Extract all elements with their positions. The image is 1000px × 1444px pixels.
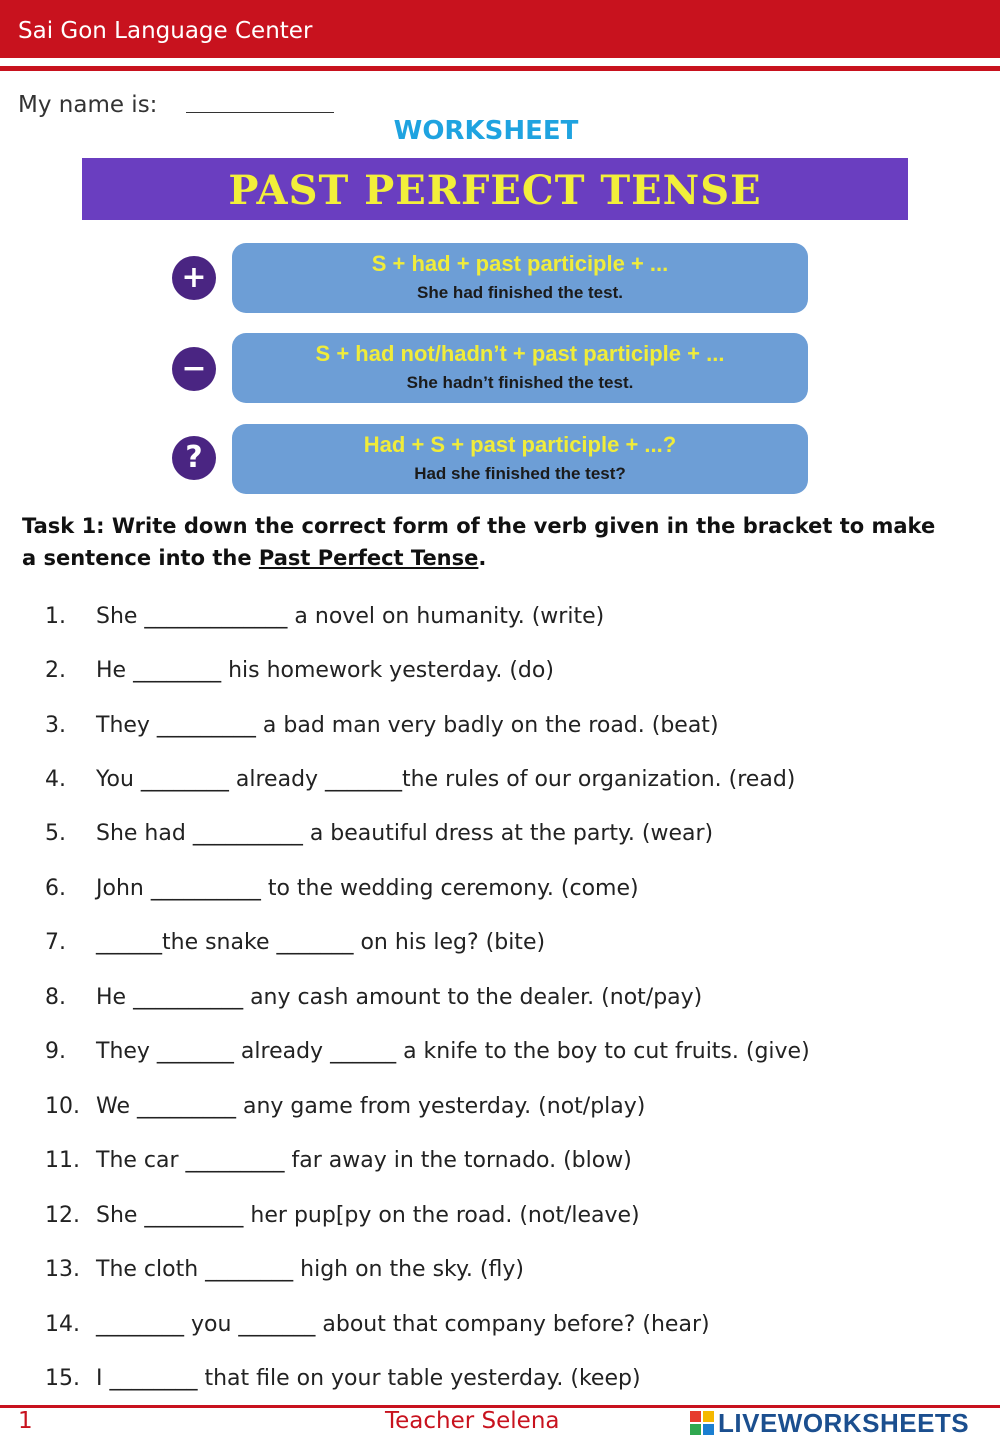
question-text: ______the snake _______ on his leg? (bite): [96, 930, 546, 955]
example-text: Had she finished the test?: [414, 464, 626, 483]
question-number: 4.: [45, 767, 66, 792]
formula-text: Had + S + past participle + ...?: [363, 432, 677, 457]
banner-title: PAST PERFECT TENSE: [228, 167, 762, 214]
question-text: He ________ his homework yesterday. (do): [96, 658, 554, 683]
question-text: You ________ already _______the rules of our organization. (read): [96, 767, 796, 792]
example-text: She hadn’t finished the test.: [406, 373, 634, 392]
task-underlined: Past Perfect Tense: [258, 546, 479, 570]
question-text: They _________ a bad man very badly on the road. (beat): [96, 713, 719, 738]
name-label: My name is:: [18, 92, 158, 118]
example-text: She had finished the test.: [417, 283, 623, 302]
question-text: I ________ that file on your table yesterday. (keep): [96, 1366, 641, 1391]
negative-formula: [232, 333, 808, 403]
question-formula: [232, 424, 808, 494]
affirmative-formula: [232, 243, 808, 313]
header-divider: [0, 66, 1000, 71]
name-blank[interactable]: [186, 112, 334, 113]
question-number: 6.: [45, 876, 66, 901]
question-number: 2.: [45, 658, 66, 683]
question-text: She had __________ a beautiful dress at the party. (wear): [96, 821, 714, 846]
task-text: Task 1: Write down the correct form of the verb given in the bracket to make a sentence into the: [22, 514, 936, 570]
question-number: 10.: [45, 1094, 80, 1119]
tense-banner: [82, 158, 908, 220]
question-icon: ?: [172, 436, 216, 480]
question-number: 5.: [45, 821, 66, 846]
question-number: 15.: [45, 1366, 80, 1391]
question-number: 13.: [45, 1257, 80, 1282]
minus-icon: −: [172, 347, 216, 391]
logo-text: LIVEWORKSHEETS: [718, 1408, 970, 1438]
question-text: They _______ already ______ a knife to the boy to cut fruits. (give): [96, 1039, 810, 1064]
question-text: The cloth ________ high on the sky. (fly): [96, 1257, 524, 1282]
question-text: We _________ any game from yesterday. (not/play): [96, 1094, 646, 1119]
worksheet-title: WORKSHEET: [393, 116, 579, 146]
question-text: She _________ her pup[py on the road. (not/leave): [96, 1203, 640, 1228]
question-number: 9.: [45, 1039, 66, 1064]
question-text: The car _________ far away in the tornado. (blow): [96, 1148, 632, 1173]
page-number: 1: [18, 1408, 33, 1434]
center-name: Sai Gon Language Center: [18, 18, 313, 44]
question-number: 11.: [45, 1148, 80, 1173]
question-text: She _____________ a novel on humanity. (write): [96, 604, 605, 629]
question-text: ________ you _______ about that company before? (hear): [96, 1312, 710, 1337]
header-bar: [0, 0, 1000, 58]
formula-text: S + had + past participle + ...: [371, 251, 669, 276]
task-period: .: [478, 546, 487, 570]
question-text: He __________ any cash amount to the dealer. (not/pay): [96, 985, 703, 1010]
plus-icon: +: [172, 256, 216, 300]
formula-text: S + had not/hadn’t + past participle + ...: [315, 341, 725, 366]
task-instruction: [22, 510, 952, 574]
question-number: 7.: [45, 930, 66, 955]
teacher-name: Teacher Selena: [385, 1408, 560, 1434]
question-number: 14.: [45, 1312, 80, 1337]
question-number: 1.: [45, 604, 66, 629]
question-number: 3.: [45, 713, 66, 738]
question-number: 8.: [45, 985, 66, 1010]
question-number: 12.: [45, 1203, 80, 1228]
question-text: John __________ to the wedding ceremony. (come): [96, 876, 639, 901]
logo-grid-icon: [690, 1411, 714, 1435]
liveworksheets-logo[interactable]: [690, 1408, 990, 1440]
